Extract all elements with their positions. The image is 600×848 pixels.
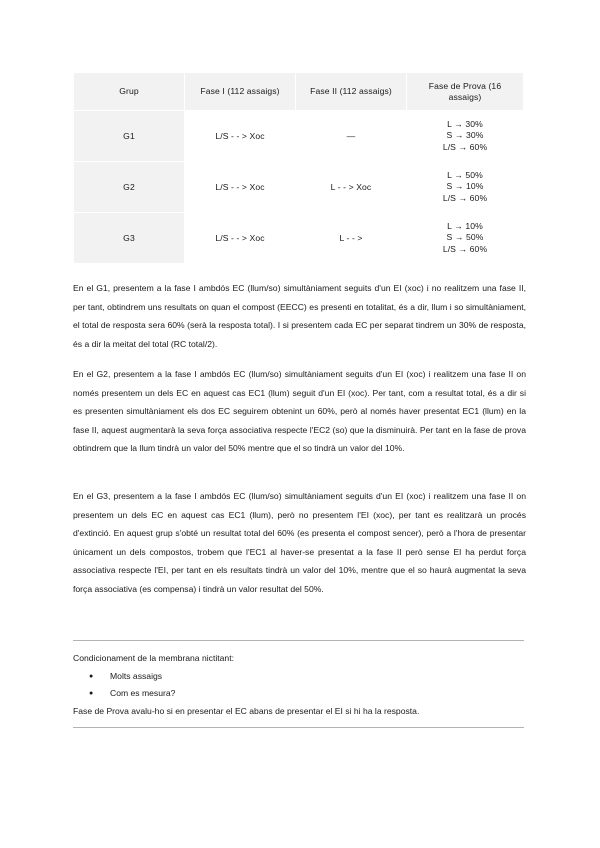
paragraph-g1: En el G1, presentem a la fase I ambdós EC (llum/so) simultàniament seguits d'un EI (xoc) i no realitzem una fase II, per tant, obtindrem uns resultats on quan el compost (EECC) es presenti en totalitat, és a dir, llum i so simultàniament, el total de resposta sera 60% (serà la resposta total). I si presentem cada EC per separat tindrem un 30% de resposta, és a dir la meitat del total (RC total/2).	[73, 283, 526, 349]
prova-cell	[407, 213, 524, 264]
header-fase-1: Fase I (112 assaigs)	[185, 73, 296, 111]
table-row	[74, 111, 524, 162]
prova-cell	[407, 162, 524, 213]
fase1-cell: L/S - - > Xoc	[185, 213, 296, 264]
prova-line: L/S → 60%	[442, 243, 488, 254]
header-fase-prova: Fase de Prova (16 assaigs)	[407, 73, 524, 111]
header-fase-2: Fase II (112 assaigs)	[296, 73, 407, 111]
table-row	[74, 213, 524, 264]
fase2-cell: —	[296, 111, 407, 162]
list-item	[89, 668, 526, 686]
prova-line: S → 30%	[446, 130, 484, 141]
paragraph-g2: En el G2, presentem a la fase I ambdós EC (llum/so) simultàniament seguits d'un EI (xoc) i realitzem una fase II on només presentem un dels EC en aquest cas EC1 (llum) seguit d'un EI (xoc). Per tant, com a resultat total, és a dir si es presenten simultàniament els dos EC seguirem obtenint un 60%, però al només haver presentat EC1 (llum) en la fase II, aquest augmentarà la seva força associativa respecte l'EC2 (so) que la disminuirà. Per tant en la fase de prova obtindrem que la llum tindrà un valor del 50% mentre que el so tindrà un valor del 10%.	[73, 369, 526, 454]
list-item-text: Com es mesura?	[110, 688, 176, 698]
horizontal-divider	[73, 640, 524, 641]
fase1-cell: L/S - - > Xoc	[185, 111, 296, 162]
notes-list	[73, 668, 526, 703]
table-row	[74, 162, 524, 213]
fase1-cell: L/S - - > Xoc	[185, 162, 296, 213]
horizontal-divider	[73, 727, 524, 728]
header-grup: Grup	[74, 73, 185, 111]
notes-title: Condicionament de la membrana nictitant:	[73, 653, 234, 663]
prova-line: L/S → 60%	[442, 192, 488, 203]
prova-cell	[407, 111, 524, 162]
prova-line: S → 10%	[446, 181, 484, 192]
prova-line: L → 50%	[447, 170, 483, 181]
group-cell: G3	[74, 213, 185, 264]
paragraph-g3: En el G3, presentem a la fase I ambdós EC (llum/so) simultàniament seguits d'un EI (xoc) i realitzem una fase II on presentem un dels EC en aquest cas EC1 (llum), però no presentem l'EI (xoc), per tant es realitzarà un procés d'extinció. En aquest grup s'obté un resultat total del 60% (es presenta el compost sencer), però a l'hora de presentar únicament un dels compostos, trobem que l'EC1 al haver-se presentat a la fase II però sense EI ha perdut força associativa respecte l'EI, per tant en els resultats tindrà un valor del 10%, mentre que el so haurà augmentat la seva força associativa (es compensa) i tindrà un valor resultat del 50%.	[73, 491, 526, 594]
list-item-text: Molts assaigs	[110, 670, 163, 681]
list-item	[89, 685, 526, 703]
results-table	[73, 72, 524, 264]
group-cell: G1	[74, 111, 185, 162]
prova-line: S → 50%	[446, 232, 484, 243]
group-cell: G2	[74, 162, 185, 213]
prova-line: L/S → 60%	[442, 141, 488, 152]
table-header-row	[74, 73, 524, 111]
fase2-cell: L - - >	[296, 213, 407, 264]
notes-footer: Fase de Prova avalu-ho si en presentar el EC abans de presentar el EI si hi ha la resposta.	[73, 705, 420, 716]
bullet-icon: ●	[89, 690, 94, 697]
bullet-icon: ●	[89, 672, 94, 680]
prova-line: L → 30%	[447, 119, 483, 130]
notes-section	[73, 650, 526, 720]
prova-line: L → 10%	[447, 221, 483, 232]
fase2-cell: L - - > Xoc	[296, 162, 407, 213]
